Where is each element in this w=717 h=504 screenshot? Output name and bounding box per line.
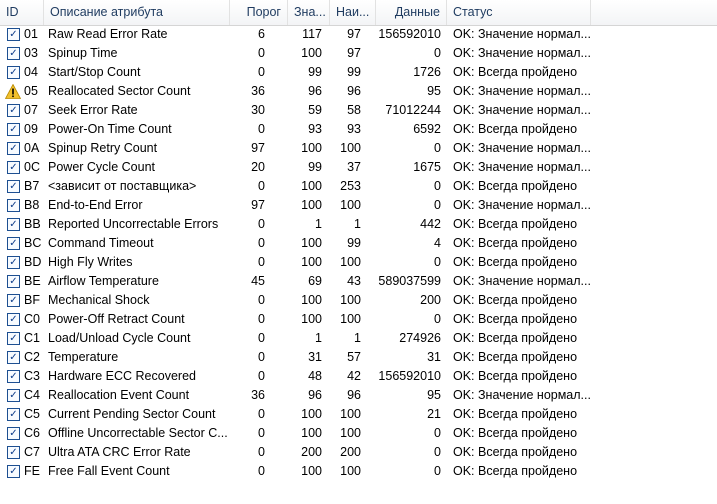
attribute-worst: 97 [347,46,361,60]
attribute-worst: 100 [340,255,361,269]
table-row[interactable] [0,424,717,443]
attribute-value: 48 [308,369,322,383]
attribute-raw-data: 6592 [413,122,441,136]
attribute-worst: 1 [354,217,361,231]
table-row[interactable] [0,291,717,310]
id-cell [0,462,43,481]
id-cell [0,139,43,158]
attribute-id: C4 [24,388,40,402]
attribute-raw-data: 0 [434,464,441,478]
id-cell [0,120,43,139]
attribute-id: 09 [24,122,38,136]
attribute-raw-data: 0 [434,198,441,212]
checkbox-checked-icon[interactable]: ✓ [7,332,20,345]
id-cell [0,348,43,367]
attribute-raw-data: 274926 [399,331,441,345]
attribute-id: BE [24,274,41,288]
attribute-threshold: 0 [258,407,265,421]
attribute-value: 100 [301,141,322,155]
attribute-status: OK: Всегда пройдено [453,426,578,440]
attribute-value: 100 [301,293,322,307]
attribute-raw-data: 1675 [413,160,441,174]
id-cell [0,272,43,291]
attribute-id: 0A [24,141,40,155]
attribute-value: 96 [308,84,322,98]
attribute-worst: 99 [347,65,361,79]
attribute-threshold: 97 [251,198,265,212]
table-row[interactable] [0,329,717,348]
attribute-threshold: 0 [258,312,265,326]
attribute-description: Seek Error Rate [48,103,138,117]
attribute-value: 1 [315,331,322,345]
attribute-description: High Fly Writes [48,255,133,269]
table-row[interactable] [0,462,717,481]
attribute-description: <зависит от поставщика> [48,179,197,193]
checkbox-checked-icon[interactable]: ✓ [7,313,20,326]
attribute-worst: 100 [340,293,361,307]
attribute-status: OK: Всегда пройдено [453,331,578,345]
attribute-id: 0C [24,160,40,174]
attribute-id: C7 [24,445,40,459]
attribute-status: OK: Всегда пройдено [453,122,578,136]
column-header-data[interactable]: Данные [376,0,447,25]
table-row[interactable] [0,367,717,386]
id-cell [0,310,43,329]
attribute-status: OK: Значение нормал... [453,46,591,60]
attribute-description: Airflow Temperature [48,274,159,288]
attribute-id: C6 [24,426,40,440]
attribute-value: 59 [308,103,322,117]
checkbox-checked-icon[interactable]: ✓ [7,351,20,364]
attribute-status: OK: Всегда пройдено [453,179,578,193]
attribute-id: BC [24,236,42,250]
attribute-threshold: 20 [251,160,265,174]
attribute-id: 03 [24,46,38,60]
id-cell [0,253,43,272]
attribute-raw-data: 156592010 [378,27,441,41]
attribute-id: C0 [24,312,40,326]
checkbox-checked-icon[interactable]: ✓ [7,66,20,79]
id-cell [0,196,43,215]
attribute-threshold: 0 [258,122,265,136]
attribute-value: 200 [301,445,322,459]
attribute-worst: 42 [347,369,361,383]
checkbox-checked-icon[interactable]: ✓ [7,427,20,440]
table-row[interactable] [0,139,717,158]
table-header [0,0,717,26]
attribute-threshold: 0 [258,293,265,307]
attribute-worst: 100 [340,312,361,326]
attribute-raw-data: 21 [427,407,441,421]
attribute-raw-data: 71012244 [385,103,441,117]
attribute-description: Offline Uncorrectable Sector C... [48,426,228,440]
attribute-description: Free Fall Event Count [48,464,170,478]
attribute-description: Power Cycle Count [48,160,155,174]
id-cell [0,329,43,348]
attribute-threshold: 36 [251,388,265,402]
attribute-threshold: 0 [258,331,265,345]
attribute-worst: 37 [347,160,361,174]
attribute-worst: 100 [340,198,361,212]
attribute-id: 04 [24,65,38,79]
table-row[interactable] [0,101,717,120]
attribute-raw-data: 589037599 [378,274,441,288]
attribute-id: C5 [24,407,40,421]
attribute-status: OK: Всегда пройдено [453,217,578,231]
attribute-raw-data: 0 [434,312,441,326]
attribute-raw-data: 95 [427,84,441,98]
attribute-worst: 96 [347,388,361,402]
attribute-value: 99 [308,65,322,79]
attribute-value: 69 [308,274,322,288]
attribute-value: 100 [301,46,322,60]
table-body [0,25,717,481]
attribute-threshold: 0 [258,65,265,79]
attribute-status: OK: Всегда пройдено [453,312,578,326]
attribute-value: 117 [302,27,322,41]
checkbox-checked-icon[interactable]: ✓ [7,256,20,269]
attribute-description: Reported Uncorrectable Errors [48,217,219,231]
attribute-description: End-to-End Error [48,198,143,212]
attribute-raw-data: 200 [420,293,441,307]
attribute-description: Reallocated Sector Count [48,84,191,98]
attribute-threshold: 6 [258,27,265,41]
attribute-id: C3 [24,369,40,383]
attribute-id: FE [24,464,40,478]
attribute-description: Ultra ATA CRC Error Rate [48,445,191,459]
attribute-value: 93 [308,122,322,136]
table-row[interactable] [0,158,717,177]
attribute-description: Power-On Time Count [48,122,172,136]
id-cell [0,158,43,177]
checkbox-checked-icon[interactable]: ✓ [7,408,20,421]
attribute-threshold: 45 [251,274,265,288]
attribute-raw-data: 0 [434,141,441,155]
column-header-id[interactable]: ID [0,0,44,25]
attribute-value: 100 [301,255,322,269]
attribute-worst: 253 [340,179,361,193]
attribute-worst: 43 [347,274,361,288]
attribute-status: OK: Значение нормал... [453,274,591,288]
attribute-status: OK: Всегда пройдено [453,255,578,269]
attribute-raw-data: 442 [420,217,441,231]
id-cell [0,443,43,462]
attribute-raw-data: 156592010 [378,369,441,383]
attribute-status: OK: Значение нормал... [453,198,591,212]
attribute-id: BF [24,293,40,307]
column-header-value[interactable]: Зна... [288,0,330,25]
checkbox-checked-icon[interactable]: ✓ [7,123,20,136]
attribute-description: Load/Unload Cycle Count [48,331,191,345]
attribute-value: 100 [301,179,322,193]
attribute-description: Mechanical Shock [48,293,150,307]
table-row[interactable] [0,386,717,405]
attribute-threshold: 30 [251,103,265,117]
attribute-id: 07 [24,103,38,117]
attribute-threshold: 97 [251,141,265,155]
attribute-threshold: 0 [258,464,265,478]
attribute-value: 100 [301,407,322,421]
id-cell [0,291,43,310]
attribute-value: 1 [315,217,322,231]
attribute-status: OK: Значение нормал... [453,27,591,41]
attribute-id: BD [24,255,42,269]
table-row[interactable] [0,120,717,139]
id-cell [0,44,43,63]
attribute-description: Temperature [48,350,119,364]
attribute-description: Start/Stop Count [48,65,141,79]
attribute-status: OK: Всегда пройдено [453,293,578,307]
attribute-worst: 200 [340,445,361,459]
attribute-description: Spinup Retry Count [48,141,158,155]
attribute-description: Power-Off Retract Count [48,312,185,326]
attribute-status: OK: Значение нормал... [453,388,591,402]
id-cell [0,367,43,386]
attribute-worst: 93 [347,122,361,136]
attribute-status: OK: Всегда пройдено [453,445,578,459]
attribute-worst: 100 [340,407,361,421]
column-header-status[interactable]: Статус [447,0,591,25]
table-row[interactable] [0,196,717,215]
attribute-worst: 100 [340,464,361,478]
checkbox-checked-icon[interactable]: ✓ [7,294,20,307]
id-cell [0,215,43,234]
table-row[interactable] [0,44,717,63]
attribute-worst: 97 [347,27,361,41]
column-header-threshold[interactable]: Порог [230,0,288,25]
table-row[interactable] [0,215,717,234]
attribute-status: OK: Значение нормал... [453,160,591,174]
attribute-value: 100 [301,198,322,212]
attribute-id: C1 [24,331,40,345]
attribute-status: OK: Всегда пройдено [453,464,578,478]
table-row[interactable] [0,348,717,367]
attribute-status: OK: Всегда пройдено [453,65,578,79]
attribute-worst: 100 [340,141,361,155]
attribute-worst: 1 [354,331,361,345]
column-header-worst[interactable]: Наи... [330,0,376,25]
checkbox-checked-icon[interactable]: ✓ [7,465,20,478]
table-row[interactable] [0,63,717,82]
checkbox-checked-icon[interactable]: ✓ [7,237,20,250]
checkbox-checked-icon[interactable]: ✓ [7,28,20,41]
checkbox-checked-icon[interactable]: ✓ [7,161,20,174]
checkbox-checked-icon[interactable]: ✓ [7,370,20,383]
id-cell [0,25,43,44]
attribute-description: Command Timeout [48,236,154,250]
checkbox-checked-icon[interactable]: ✓ [7,142,20,155]
id-cell [0,405,43,424]
attribute-value: 96 [308,388,322,402]
checkbox-checked-icon[interactable]: ✓ [7,180,20,193]
table-row[interactable] [0,82,717,101]
attribute-description: Current Pending Sector Count [48,407,216,421]
attribute-value: 100 [301,426,322,440]
table-row[interactable] [0,310,717,329]
id-cell [0,234,43,253]
checkbox-checked-icon[interactable]: ✓ [7,47,20,60]
id-cell [0,386,43,405]
attribute-status: OK: Всегда пройдено [453,236,578,250]
attribute-id: B7 [24,179,40,193]
attribute-raw-data: 0 [434,426,441,440]
attribute-threshold: 0 [258,426,265,440]
attribute-worst: 100 [340,426,361,440]
attribute-value: 100 [301,464,322,478]
attribute-raw-data: 4 [434,236,441,250]
attribute-threshold: 36 [251,84,265,98]
checkbox-checked-icon[interactable]: ✓ [7,218,20,231]
checkbox-checked-icon[interactable]: ✓ [7,446,20,459]
attribute-status: OK: Значение нормал... [453,141,591,155]
id-cell [0,101,43,120]
id-cell [0,424,43,443]
attribute-threshold: 0 [258,217,265,231]
attribute-id: 05 [24,84,38,98]
attribute-raw-data: 95 [427,388,441,402]
attribute-raw-data: 0 [434,179,441,193]
attribute-threshold: 0 [258,46,265,60]
table-row[interactable] [0,177,717,196]
attribute-status: OK: Всегда пройдено [453,407,578,421]
attribute-raw-data: 0 [434,255,441,269]
attribute-raw-data: 0 [434,445,441,459]
attribute-status: OK: Значение нормал... [453,103,591,117]
attribute-threshold: 0 [258,350,265,364]
attribute-description: Raw Read Error Rate [48,27,168,41]
table-row[interactable] [0,25,717,44]
attribute-description: Reallocation Event Count [48,388,190,402]
attribute-raw-data: 1726 [413,65,441,79]
attribute-value: 31 [308,350,322,364]
checkbox-checked-icon[interactable]: ✓ [7,389,20,402]
attribute-threshold: 0 [258,236,265,250]
table-row[interactable] [0,272,717,291]
id-cell [0,63,43,82]
attribute-id: BB [24,217,41,231]
attribute-worst: 57 [347,350,361,364]
attribute-raw-data: 0 [434,46,441,60]
table-row[interactable] [0,405,717,424]
attribute-status: OK: Всегда пройдено [453,350,578,364]
checkbox-checked-icon[interactable]: ✓ [7,199,20,212]
attribute-id: C2 [24,350,40,364]
id-cell [0,177,43,196]
attribute-status: OK: Всегда пройдено [453,369,578,383]
attribute-worst: 58 [347,103,361,117]
warning-triangle-icon [5,84,21,99]
attribute-value: 99 [308,160,322,174]
attribute-id: 01 [24,27,38,41]
table-row[interactable] [0,443,717,462]
attribute-threshold: 0 [258,255,265,269]
attribute-status: OK: Значение нормал... [453,84,591,98]
attribute-value: 100 [301,312,322,326]
column-header-description[interactable]: Описание атрибута [44,0,230,25]
attribute-threshold: 0 [258,369,265,383]
table-row[interactable] [0,253,717,272]
attribute-worst: 99 [347,236,361,250]
attribute-description: Hardware ECC Recovered [48,369,196,383]
attribute-id: B8 [24,198,40,212]
attribute-raw-data: 31 [427,350,441,364]
attribute-worst: 96 [347,84,361,98]
checkbox-checked-icon[interactable]: ✓ [7,275,20,288]
attribute-description: Spinup Time [48,46,118,60]
attribute-value: 100 [301,236,322,250]
attribute-threshold: 0 [258,179,265,193]
id-cell [0,82,43,101]
table-row[interactable] [0,234,717,253]
attribute-threshold: 0 [258,445,265,459]
checkbox-checked-icon[interactable]: ✓ [7,104,20,117]
